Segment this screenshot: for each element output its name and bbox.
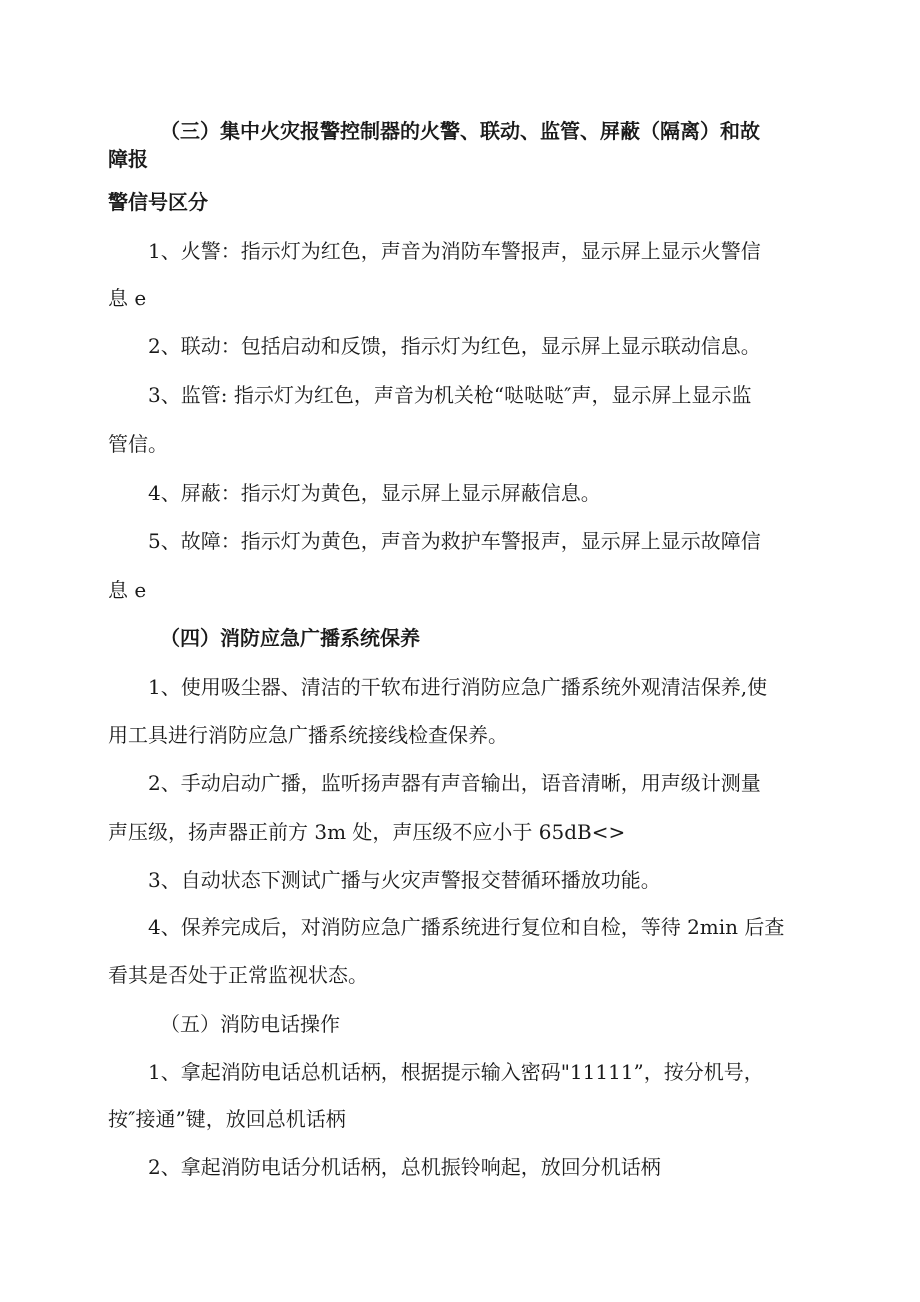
section3-item4-line1: 4、屏蔽：指示灯为黄色，显示屏上显示屏蔽信息。 [148, 481, 601, 505]
section3-item1-line2: 息 e [108, 286, 147, 310]
section5-item1-line1: 1、拿起消防电话总机话柄，根据提示输入密码"11111”，按分机号， [148, 1060, 764, 1084]
section4-item3-line1: 3、自动状态下测试广播与火灾声警报交替循环播放功能。 [148, 868, 661, 892]
section4-item4-line2: 看其是否处于正常监视状态。 [108, 963, 368, 987]
section4-item2-line2: 声压级，扬声器正前方 3m 处，声压级不应小于 65dB<> [108, 820, 626, 844]
section4-item2-line1: 2、手动启动广播，监听扬声器有声音输出，语音清晰，用声级计测量 [148, 771, 761, 795]
section3-heading-line2: 障报 [108, 147, 148, 171]
section5-heading: （五）消防电话操作 [160, 1012, 340, 1036]
section4-item4-line1: 4、保养完成后，对消防应急广播系统进行复位和自检，等待 2min 后查 [148, 915, 785, 939]
section4-item1-line1: 1、使用吸尘器、清洁的干软布进行消防应急广播系统外观清洁保养,使 [148, 675, 768, 699]
section3-item3-line1: 3、监管: 指示灯为红色，声音为机关枪“哒哒哒″声，显示屏上显示监 [148, 383, 752, 407]
section3-item3-line2: 管信。 [108, 432, 168, 456]
section3-item5-line1: 5、故障：指示灯为黄色，声音为救护车警报声，显示屏上显示故障信 [148, 529, 761, 553]
section5-item2-line1: 2、拿起消防电话分机话柄，总机振铃响起，放回分机话柄 [148, 1155, 661, 1179]
section3-heading-line3: 警信号区分 [108, 190, 208, 214]
section4-item1-line2: 用工具进行消防应急广播系统接线检查保养。 [108, 723, 508, 747]
section3-item5-line2: 息 e [108, 578, 147, 602]
section3-item2-line1: 2、联动：包括启动和反馈，指示灯为红色，显示屏上显示联动信息。 [148, 334, 761, 358]
section4-heading: （四）消防应急广播系统保养 [160, 626, 420, 650]
section5-item1-line2: 按″接通”键，放回总机话柄 [108, 1107, 346, 1131]
section3-item1-line1: 1、火警：指示灯为红色，声音为消防车警报声，显示屏上显示火警信 [148, 239, 761, 263]
section3-heading-line1: （三）集中火灾报警控制器的火警、联动、监管、屏蔽（隔离）和故 [160, 119, 760, 143]
